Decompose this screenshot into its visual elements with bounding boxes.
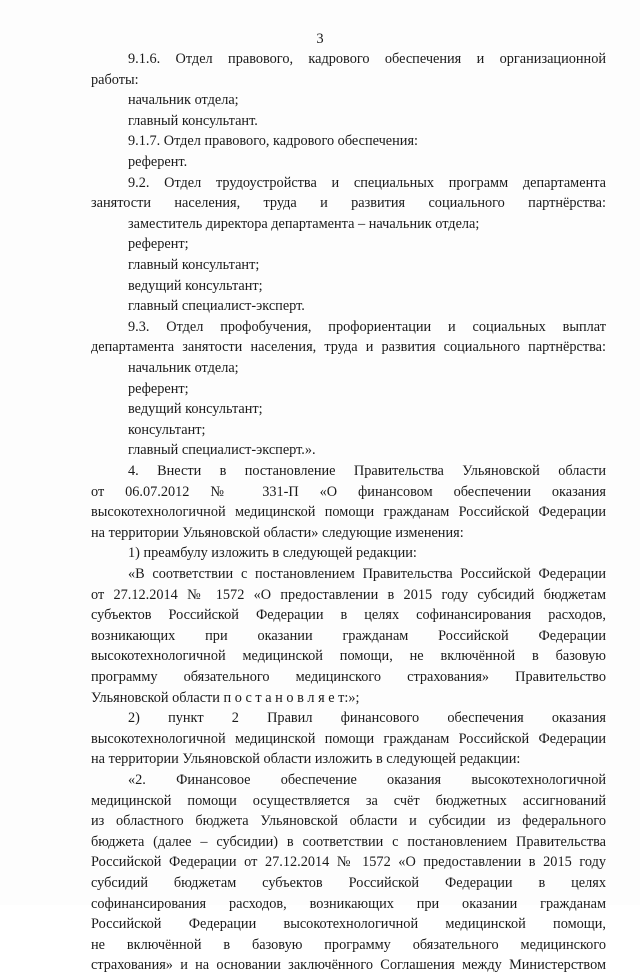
- text-line: на территории Ульяновской области изложить в следующей редакции:: [91, 751, 521, 768]
- text-line: 9.1.6. Отдел правового, кадрового обеспечения и организационной: [128, 51, 606, 67]
- text-line: работы:: [91, 71, 139, 88]
- text-line: высокотехнологичной медицинской помощи, не включённой в базовую: [91, 648, 606, 665]
- page-number: 3: [316, 31, 324, 47]
- text-line: не включённой в базовую программу обязательного медицинского: [91, 936, 606, 953]
- text-line: главный консультант;: [128, 257, 260, 273]
- text-line: заместитель директора департамента – начальник отдела;: [128, 215, 480, 232]
- text-line: 2) пункт 2 Правил финансового обеспечения оказания: [128, 710, 606, 727]
- text-line: программу обязательного медицинского страхования» Правительство: [91, 669, 606, 685]
- text-line: на территории Ульяновской области» следующие изменения:: [91, 524, 464, 541]
- text-line: субсидий бюджетам субъектов Российской Федерации в целях: [91, 875, 606, 891]
- text-line: референт.: [128, 154, 188, 170]
- text-line: возникающих при оказании гражданам Российской Федерации: [91, 627, 606, 644]
- text-line: бюджета (далее – субсидии) в соответствии с постановлением Правительства: [91, 833, 606, 850]
- text-line: ведущий консультант;: [128, 401, 263, 418]
- text-line: референт;: [128, 236, 189, 253]
- text-line: 4. Внести в постановление Правительства Ульяновской области: [128, 463, 606, 479]
- text-line: высокотехнологичной медицинской помощи гражданам Российской Федерации: [91, 504, 606, 521]
- text-line: ведущий консультант;: [128, 277, 263, 294]
- text-line: 9.1.7. Отдел правового, кадрового обеспечения:: [128, 133, 418, 150]
- text-line: главный специалист-эксперт.».: [128, 442, 316, 459]
- text-line: из областного бюджета Ульяновской области и субсидии из федерального: [91, 813, 606, 830]
- text-line: занятости населения, труда и развития социального партнёрства:: [91, 195, 606, 212]
- text-line: от 27.12.2014 № 1572 «О предоставлении в 2015 году субсидий бюджетам: [91, 586, 606, 603]
- text-line: 9.2. Отдел трудоустройства и специальных программ департамента: [128, 174, 606, 191]
- text-line: медицинской помощи осуществляется за счёт бюджетных ассигнований: [91, 792, 606, 809]
- text-line: главный специалист-эксперт.: [128, 298, 305, 315]
- text-line: Ульяновской области п о с т а н о в л я е т:»;: [91, 689, 360, 706]
- text-line: софинансирования расходов, возникающих при оказании гражданам: [91, 895, 606, 912]
- text-line: Российской Федерации высокотехнологичной медицинской помощи,: [91, 916, 606, 933]
- text-line: начальник отдела;: [128, 360, 239, 376]
- text-line: субъектов Российской Федерации в целях софинансирования расходов,: [91, 607, 606, 624]
- text-line: консультант;: [128, 421, 206, 438]
- text-line: от 06.07.2012 № 331-П «О финансовом обеспечении оказания: [91, 483, 606, 500]
- text-line: Российской Федерации от 27.12.2014 № 1572 «О предоставлении в 2015 году: [91, 854, 606, 871]
- text-line: «2. Финансовое обеспечение оказания высокотехнологичной: [128, 772, 606, 788]
- text-line: страхования» и на основании заключённого Соглашения между Министерством: [91, 957, 606, 974]
- text-line: «В соответствии с постановлением Правительства Российской Федерации: [128, 566, 606, 582]
- text-line: референт;: [128, 380, 189, 397]
- text-line: высокотехнологичной медицинской помощи гражданам Российской Федерации: [91, 730, 606, 747]
- text-line: 9.3. Отдел профобучения, профориентации и социальных выплат: [128, 318, 606, 335]
- text-line: начальник отдела;: [128, 92, 239, 109]
- text-line: департамента занятости населения, труда и развития социального партнёрства:: [91, 339, 606, 356]
- text-line: главный консультант.: [128, 112, 258, 129]
- text-line: 1) преамбулу изложить в следующей редакции:: [128, 545, 417, 562]
